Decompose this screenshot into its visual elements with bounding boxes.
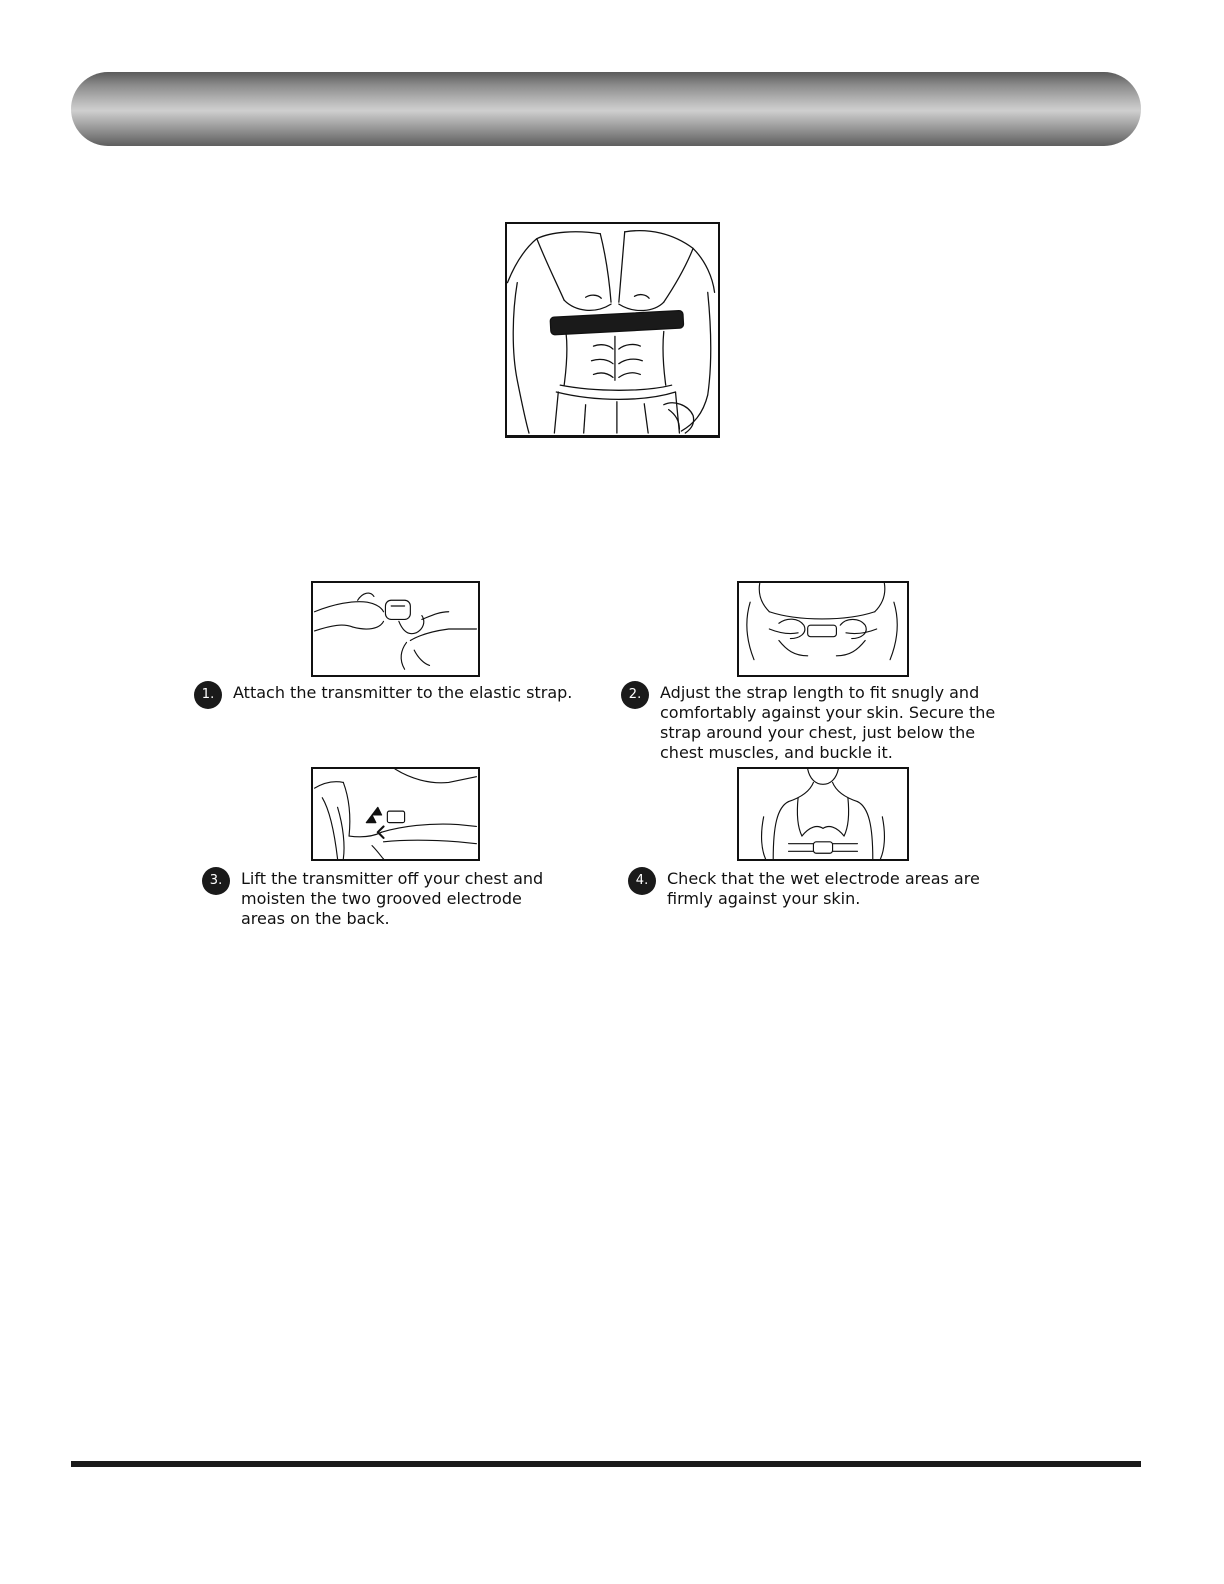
- step-4-number-badge: 4.: [628, 867, 656, 895]
- step-1-line-1: Attach the transmitter to the elastic strap.: [233, 683, 573, 702]
- step-4-text: [667, 869, 980, 909]
- step-2-number-badge: 2.: [621, 681, 649, 709]
- step-1-illustration: [311, 581, 480, 677]
- step-2-text: [660, 683, 995, 763]
- step-1-text: [233, 683, 572, 703]
- footer-rule: [71, 1461, 1141, 1467]
- step-3-line-3: areas on the back.: [241, 909, 390, 928]
- step-1: [194, 681, 614, 725]
- step-1-number-badge: 1.: [194, 681, 222, 709]
- step-3-line-2: moisten the two grooved electrode: [241, 889, 522, 908]
- step-4: [628, 867, 1048, 911]
- step-4-line-2: firmly against your skin.: [667, 889, 861, 908]
- step-2-line-4: chest muscles, and buckle it.: [660, 743, 893, 762]
- step-2: [621, 681, 1041, 765]
- step-4-line-1: Check that the wet electrode areas are: [667, 869, 980, 888]
- step-3-text: [241, 869, 543, 929]
- step-4-illustration: [737, 767, 909, 861]
- step-3-line-1: Lift the transmitter off your chest and: [241, 869, 544, 888]
- step-2-line-3: strap around your chest, just below the: [660, 723, 976, 742]
- chest-strap-illustration: [505, 222, 720, 438]
- step-2-line-1: Adjust the strap length to fit snugly and: [660, 683, 980, 702]
- step-3-number-badge: 3.: [202, 867, 230, 895]
- step-3-illustration: [311, 767, 480, 861]
- step-3: [202, 867, 622, 931]
- header-bar: [71, 72, 1141, 146]
- step-2-illustration: [737, 581, 909, 677]
- step-2-line-2: comfortably against your skin. Secure the: [660, 703, 996, 722]
